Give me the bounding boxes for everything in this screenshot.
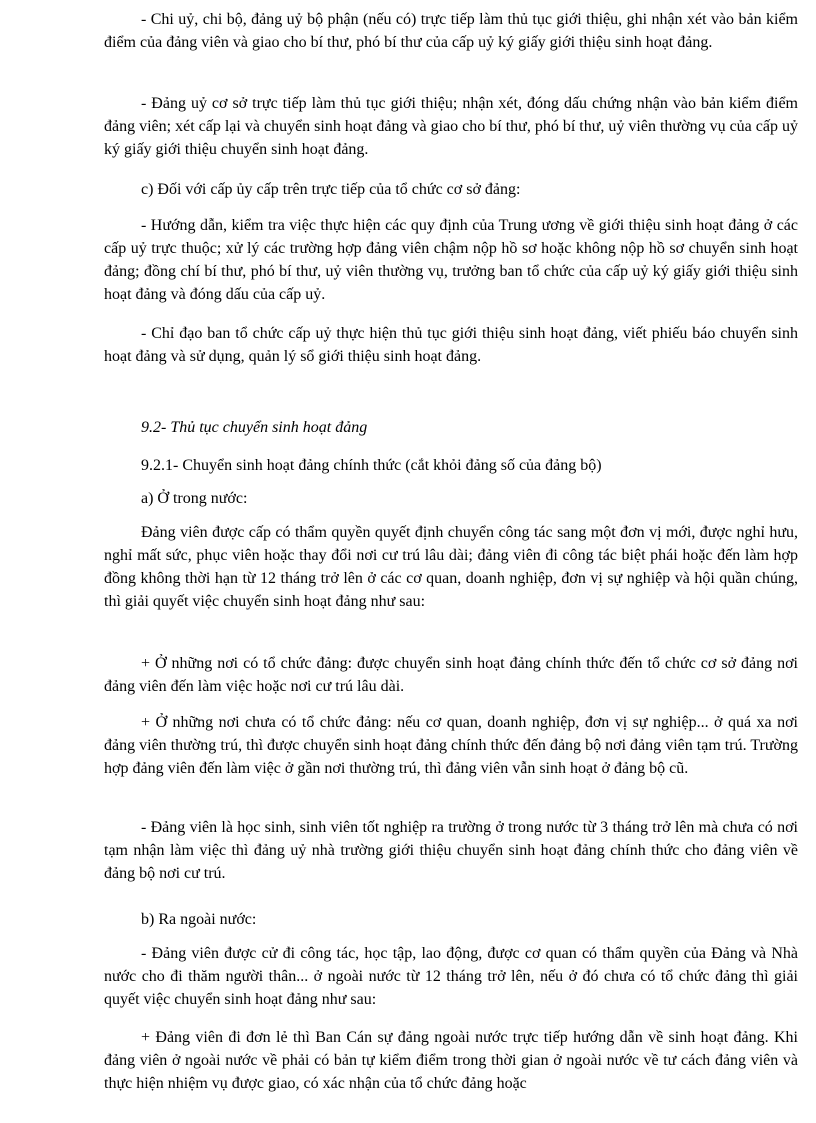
- paragraph-noi-co-to-chuc-dang: + Ở những nơi có tổ chức đảng: được chuyển sinh hoạt đảng chính thức đến tổ chức cơ sở đảng nơi đảng viên đến làm việc hoặc nơi cư trú lâu dài.: [104, 655, 798, 695]
- paragraph-chi-dao-ban-to-chuc: - Chỉ đạo ban tổ chức cấp uỷ thực hiện thủ tục giới thiệu sinh hoạt đảng, viết phiếu báo chuyển sinh hoạt đảng và sử dụng, quản lý sổ giới thiệu sinh hoạt đảng.: [104, 325, 798, 365]
- section-heading-9-2: 9.2- Thủ tục chuyển sinh hoạt đảng: [141, 419, 368, 436]
- paragraph-dang-uy-co-so: - Đảng uỷ cơ sở trực tiếp làm thủ tục giới thiệu; nhận xét, đóng dấu chứng nhận vào bản kiểm điểm đảng viên; xét cấp lại và chuyển sinh hoạt đảng và giao cho bí thư, phó bí thư, uỷ viên thường vụ của cấp uỷ ký giấy giới thiệu chuyển sinh hoạt đảng.: [104, 95, 798, 158]
- subheading-trong-nuoc: a) Ở trong nước:: [141, 490, 248, 507]
- paragraph-huong-dan-kiem-tra: - Hướng dẫn, kiểm tra việc thực hiện các quy định của Trung ương về giới thiệu sinh hoạt đảng ở các cấp uỷ trực thuộc; xử lý các trường hợp đảng viên chậm nộp hồ sơ hoặc không nộp hồ sơ chuyển sinh hoạt đảng; đồng chí bí thư, phó bí thư, uỷ viên thường vụ, trưởng ban tổ chức của cấp uỷ ký giấy giới thiệu sinh hoạt đảng và đóng dấu của cấp uỷ.: [104, 217, 798, 303]
- subheading-cap-uy-cap-tren: c) Đối với cấp ủy cấp trên trực tiếp của tổ chức cơ sở đảng:: [141, 181, 521, 198]
- subheading-ngoai-nuoc: b) Ra ngoài nước:: [141, 911, 257, 928]
- section-heading-9-2-1: 9.2.1- Chuyển sinh hoạt đảng chính thức (cắt khỏi đảng số của đảng bộ): [141, 457, 602, 474]
- paragraph-noi-chua-co-to-chuc-dang: + Ở những nơi chưa có tổ chức đảng: nếu cơ quan, doanh nghiệp, đơn vị sự nghiệp... ở quá xa nơi đảng viên thường trú, thì được chuyển sinh hoạt đảng chính thức đến đảng bộ nơi đảng viên tạm trú. Trường hợp đảng viên đến làm việc ở gần nơi thường trú, thì đảng viên vẫn sinh hoạt ở đảng bộ cũ.: [104, 714, 798, 777]
- paragraph-dang-vien-duoc-cu-di: - Đảng viên được cử đi công tác, học tập, lao động, được cơ quan có thẩm quyền của Đảng và Nhà nước cho đi thăm người thân... ở ngoài nước từ 12 tháng trở lên, nếu ở đó chưa có tổ chức đảng thì giải quyết việc chuyển sinh hoạt đảng như sau:: [104, 945, 798, 1008]
- paragraph-chi-uy-procedure: - Chi uỷ, chi bộ, đảng uỷ bộ phận (nếu có) trực tiếp làm thủ tục giới thiệu, ghi nhận xét vào bản kiểm điểm của đảng viên và giao cho bí thư, phó bí thư của cấp uỷ ký giấy giới thiệu sinh hoạt đảng.: [104, 11, 798, 51]
- paragraph-hoc-sinh-sinh-vien: - Đảng viên là học sinh, sinh viên tốt nghiệp ra trường ở trong nước từ 3 tháng trở lên mà chưa có nơi tạm nhận làm việc thì đảng uỷ nhà trường giới thiệu chuyển sinh hoạt đảng chính thức cho đảng viên về đảng bộ nơi cư trú.: [104, 819, 798, 882]
- paragraph-dang-vien-chuyen-cong-tac: Đảng viên được cấp có thẩm quyền quyết định chuyển công tác sang một đơn vị mới, được nghỉ hưu, nghỉ mất sức, phục viên hoặc thay đổi nơi cư trú lâu dài; đảng viên đi công tác biệt phái hoặc đến làm hợp đồng không thời hạn từ 12 tháng trở lên ở các cơ quan, doanh nghiệp, đơn vị sự nghiệp và hội quần chúng, thì giải quyết việc chuyển sinh hoạt đảng như sau:: [104, 524, 798, 610]
- paragraph-dang-vien-di-don-le: + Đảng viên đi đơn lẻ thì Ban Cán sự đảng ngoài nước trực tiếp hướng dẫn về sinh hoạt đảng. Khi đảng viên ở ngoài nước về phải có bản tự kiểm điểm trong thời gian ở ngoài nước về tư cách đảng viên và thực hiện nhiệm vụ được giao, có xác nhận của tổ chức đảng hoặc: [104, 1029, 798, 1092]
